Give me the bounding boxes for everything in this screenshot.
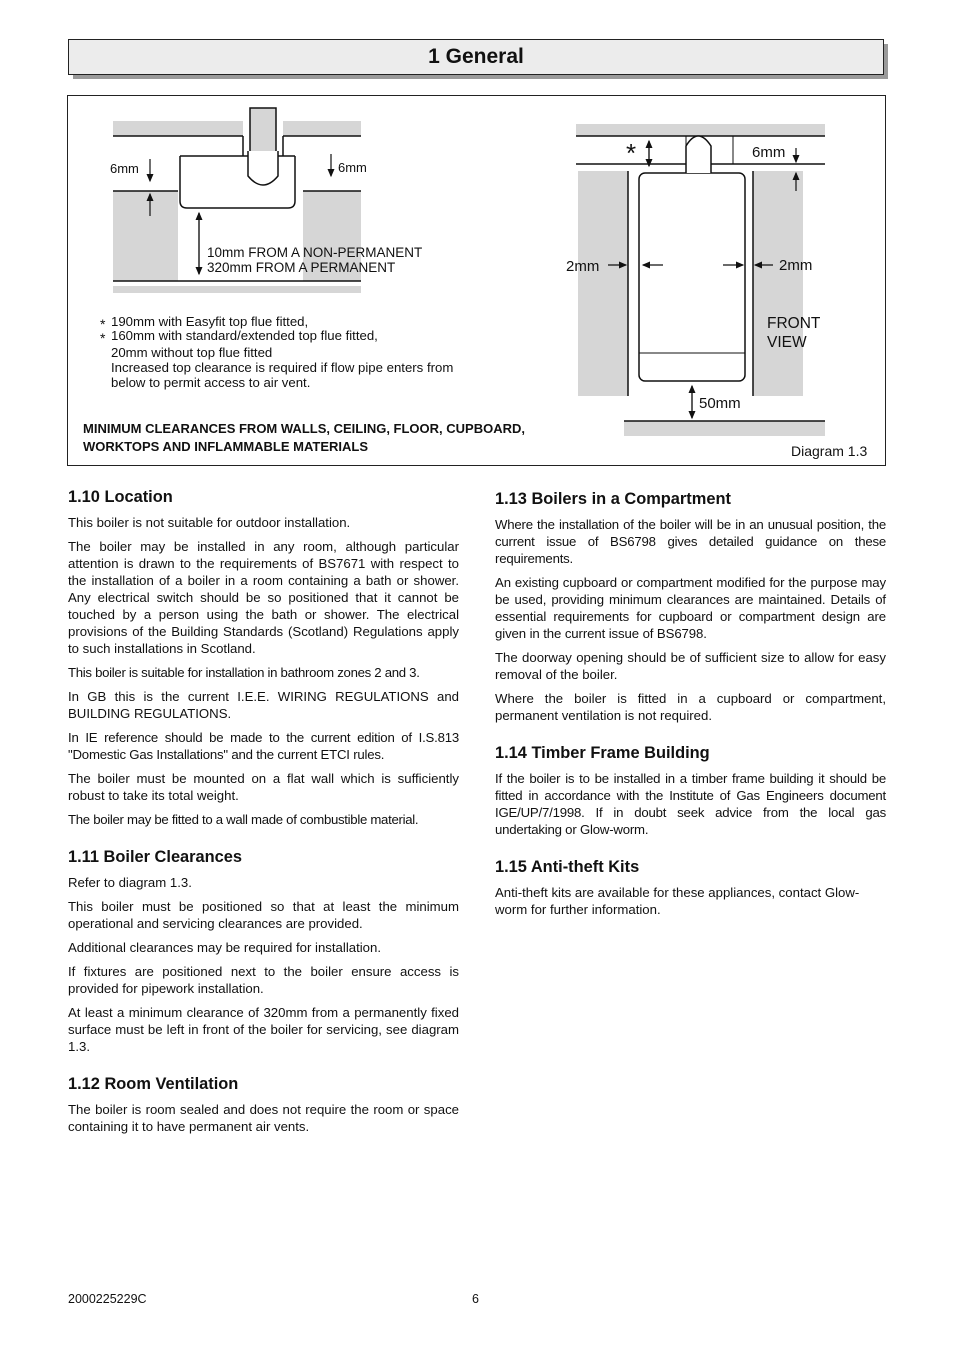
- left-gap-label: 6mm: [110, 161, 139, 176]
- note-asterisk-1: *: [100, 316, 106, 332]
- paragraph: Where the installation of the boiler will be in an unusual position, the current issue of BS6798 gives detailed guidance on these requirements.: [495, 517, 886, 566]
- note-asterisk-2: *: [100, 330, 106, 346]
- paragraph: An existing cupboard or compartment modified for the purpose may be used, providing minimum clearances are maintained. Details of essential requirements for cupboard or compartment design are given in the current issue of BS6798.: [495, 575, 886, 641]
- section-timber-frame: [495, 744, 886, 838]
- page-number: 6: [472, 1292, 479, 1306]
- paragraph: The boiler is room sealed and does not require the room or space containing it to have permanent air vents.: [68, 1102, 459, 1134]
- section-heading: 1.13 Boilers in a Compartment: [495, 490, 731, 508]
- paragraph: Anti-theft kits are available for these appliances, contact Glow-worm for further information.: [495, 885, 860, 917]
- paragraph: This boiler is not suitable for outdoor installation.: [68, 515, 351, 530]
- side-right-label: 2mm: [779, 257, 813, 274]
- document-code: 2000225229C: [68, 1292, 147, 1306]
- paragraph: The boiler must be mounted on a flat wall which is sufficiently robust to take its total weight.: [68, 771, 459, 803]
- paragraph: If fixtures are positioned next to the boiler ensure access is provided for pipework installation.: [68, 964, 459, 996]
- clearance-diagram-svg: [68, 96, 887, 467]
- section-heading: 1.11 Boiler Clearances: [68, 848, 243, 866]
- front-view-asterisk: *: [626, 138, 637, 168]
- paragraph: The boiler may be fitted to a wall made of combustible material.: [68, 812, 419, 827]
- section-boiler-clearances: [68, 848, 459, 1055]
- section-anti-theft: [495, 858, 886, 918]
- paragraph: If the boiler is to be installed in a timber frame building it should be fitted in accordance with the Institute of Gas Engineers document IGE/UP/7/1998. If in doubt seek advice from the local gas undertaking or Glow-worm.: [495, 771, 886, 837]
- section-heading: 1.10 Location: [68, 488, 173, 506]
- section-heading: 1.15 Anti-theft Kits: [495, 858, 640, 876]
- front-clearance-line1: 10mm FROM A NON-PERMANENT: [207, 245, 423, 260]
- diagram-caption: Diagram 1.3: [791, 443, 868, 459]
- section-location: [68, 488, 459, 828]
- paragraph: The boiler may be installed in any room, although particular attention is drawn to the requirements of BS7671 with respect to the installation of a boiler in a room containing a bath or shower. Any electrical switch should be so positioned that it cannot be touched by a person using the bath or shower. The electrical provisions of the Building Standards (Scotland) Regulations apply to such installations in Scotland.: [68, 539, 459, 656]
- side-left-label: 2mm: [566, 258, 600, 275]
- section-room-ventilation: [68, 1075, 459, 1135]
- paragraph: This boiler must be positioned so that at least the minimum operational and servicing clearances are provided.: [68, 899, 459, 931]
- paragraph: At least a minimum clearance of 320mm from a permanently fixed surface must be left in front of the boiler for servicing, see diagram 1.3.: [68, 1005, 459, 1054]
- diagram-heading-line2: WORKTOPS AND INFLAMMABLE MATERIALS: [83, 439, 369, 454]
- front-clearance-line2: 320mm FROM A PERMANENT: [207, 260, 396, 275]
- paragraph: Where the boiler is fitted in a cupboard or compartment, permanent ventilation is not required.: [495, 691, 886, 723]
- section-heading: 1.14 Timber Frame Building: [495, 744, 710, 762]
- page-title: 1 General: [428, 45, 524, 68]
- diagram-clearances: [67, 95, 886, 466]
- front-view-label-line2: VIEW: [767, 334, 807, 351]
- right-column: [495, 490, 886, 938]
- paragraph: The doorway opening should be of sufficient size to allow for easy removal of the boiler.: [495, 650, 886, 682]
- section-heading: 1.12 Room Ventilation: [68, 1075, 239, 1093]
- right-gap-label: 6mm: [338, 160, 367, 175]
- paragraph: In GB this is the current I.E.E. WIRING REGULATIONS and BUILDING REGULATIONS.: [68, 689, 459, 721]
- bottom-gap-label: 50mm: [699, 395, 741, 412]
- note-line-2: 160mm with standard/extended top flue fitted,: [111, 328, 378, 343]
- section-title-bar: [68, 39, 884, 75]
- paragraph: Additional clearances may be required for installation.: [68, 940, 382, 955]
- front-view: [576, 124, 825, 436]
- note-line-4: Increased top clearance is required if flow pipe enters from: [111, 360, 454, 375]
- front-view-label-line1: FRONT: [767, 315, 821, 332]
- paragraph: In IE reference should be made to the current edition of I.S.813 "Domestic Gas Installations" and the current ETCI rules.: [68, 730, 459, 762]
- left-column: [68, 488, 459, 1155]
- note-line-3: 20mm without top flue fitted: [111, 345, 273, 360]
- top-gap-label: 6mm: [752, 144, 786, 161]
- diagram-heading-line1: MINIMUM CLEARANCES FROM WALLS, CEILING, FLOOR, CUPBOARD,: [83, 421, 525, 436]
- note-line-5: below to permit access to air vent.: [111, 375, 311, 390]
- paragraph: Refer to diagram 1.3.: [68, 875, 192, 890]
- note-line-1: 190mm with Easyfit top flue fitted,: [111, 314, 309, 329]
- paragraph: This boiler is suitable for installation in bathroom zones 2 and 3.: [68, 665, 420, 680]
- section-compartment: [495, 490, 886, 724]
